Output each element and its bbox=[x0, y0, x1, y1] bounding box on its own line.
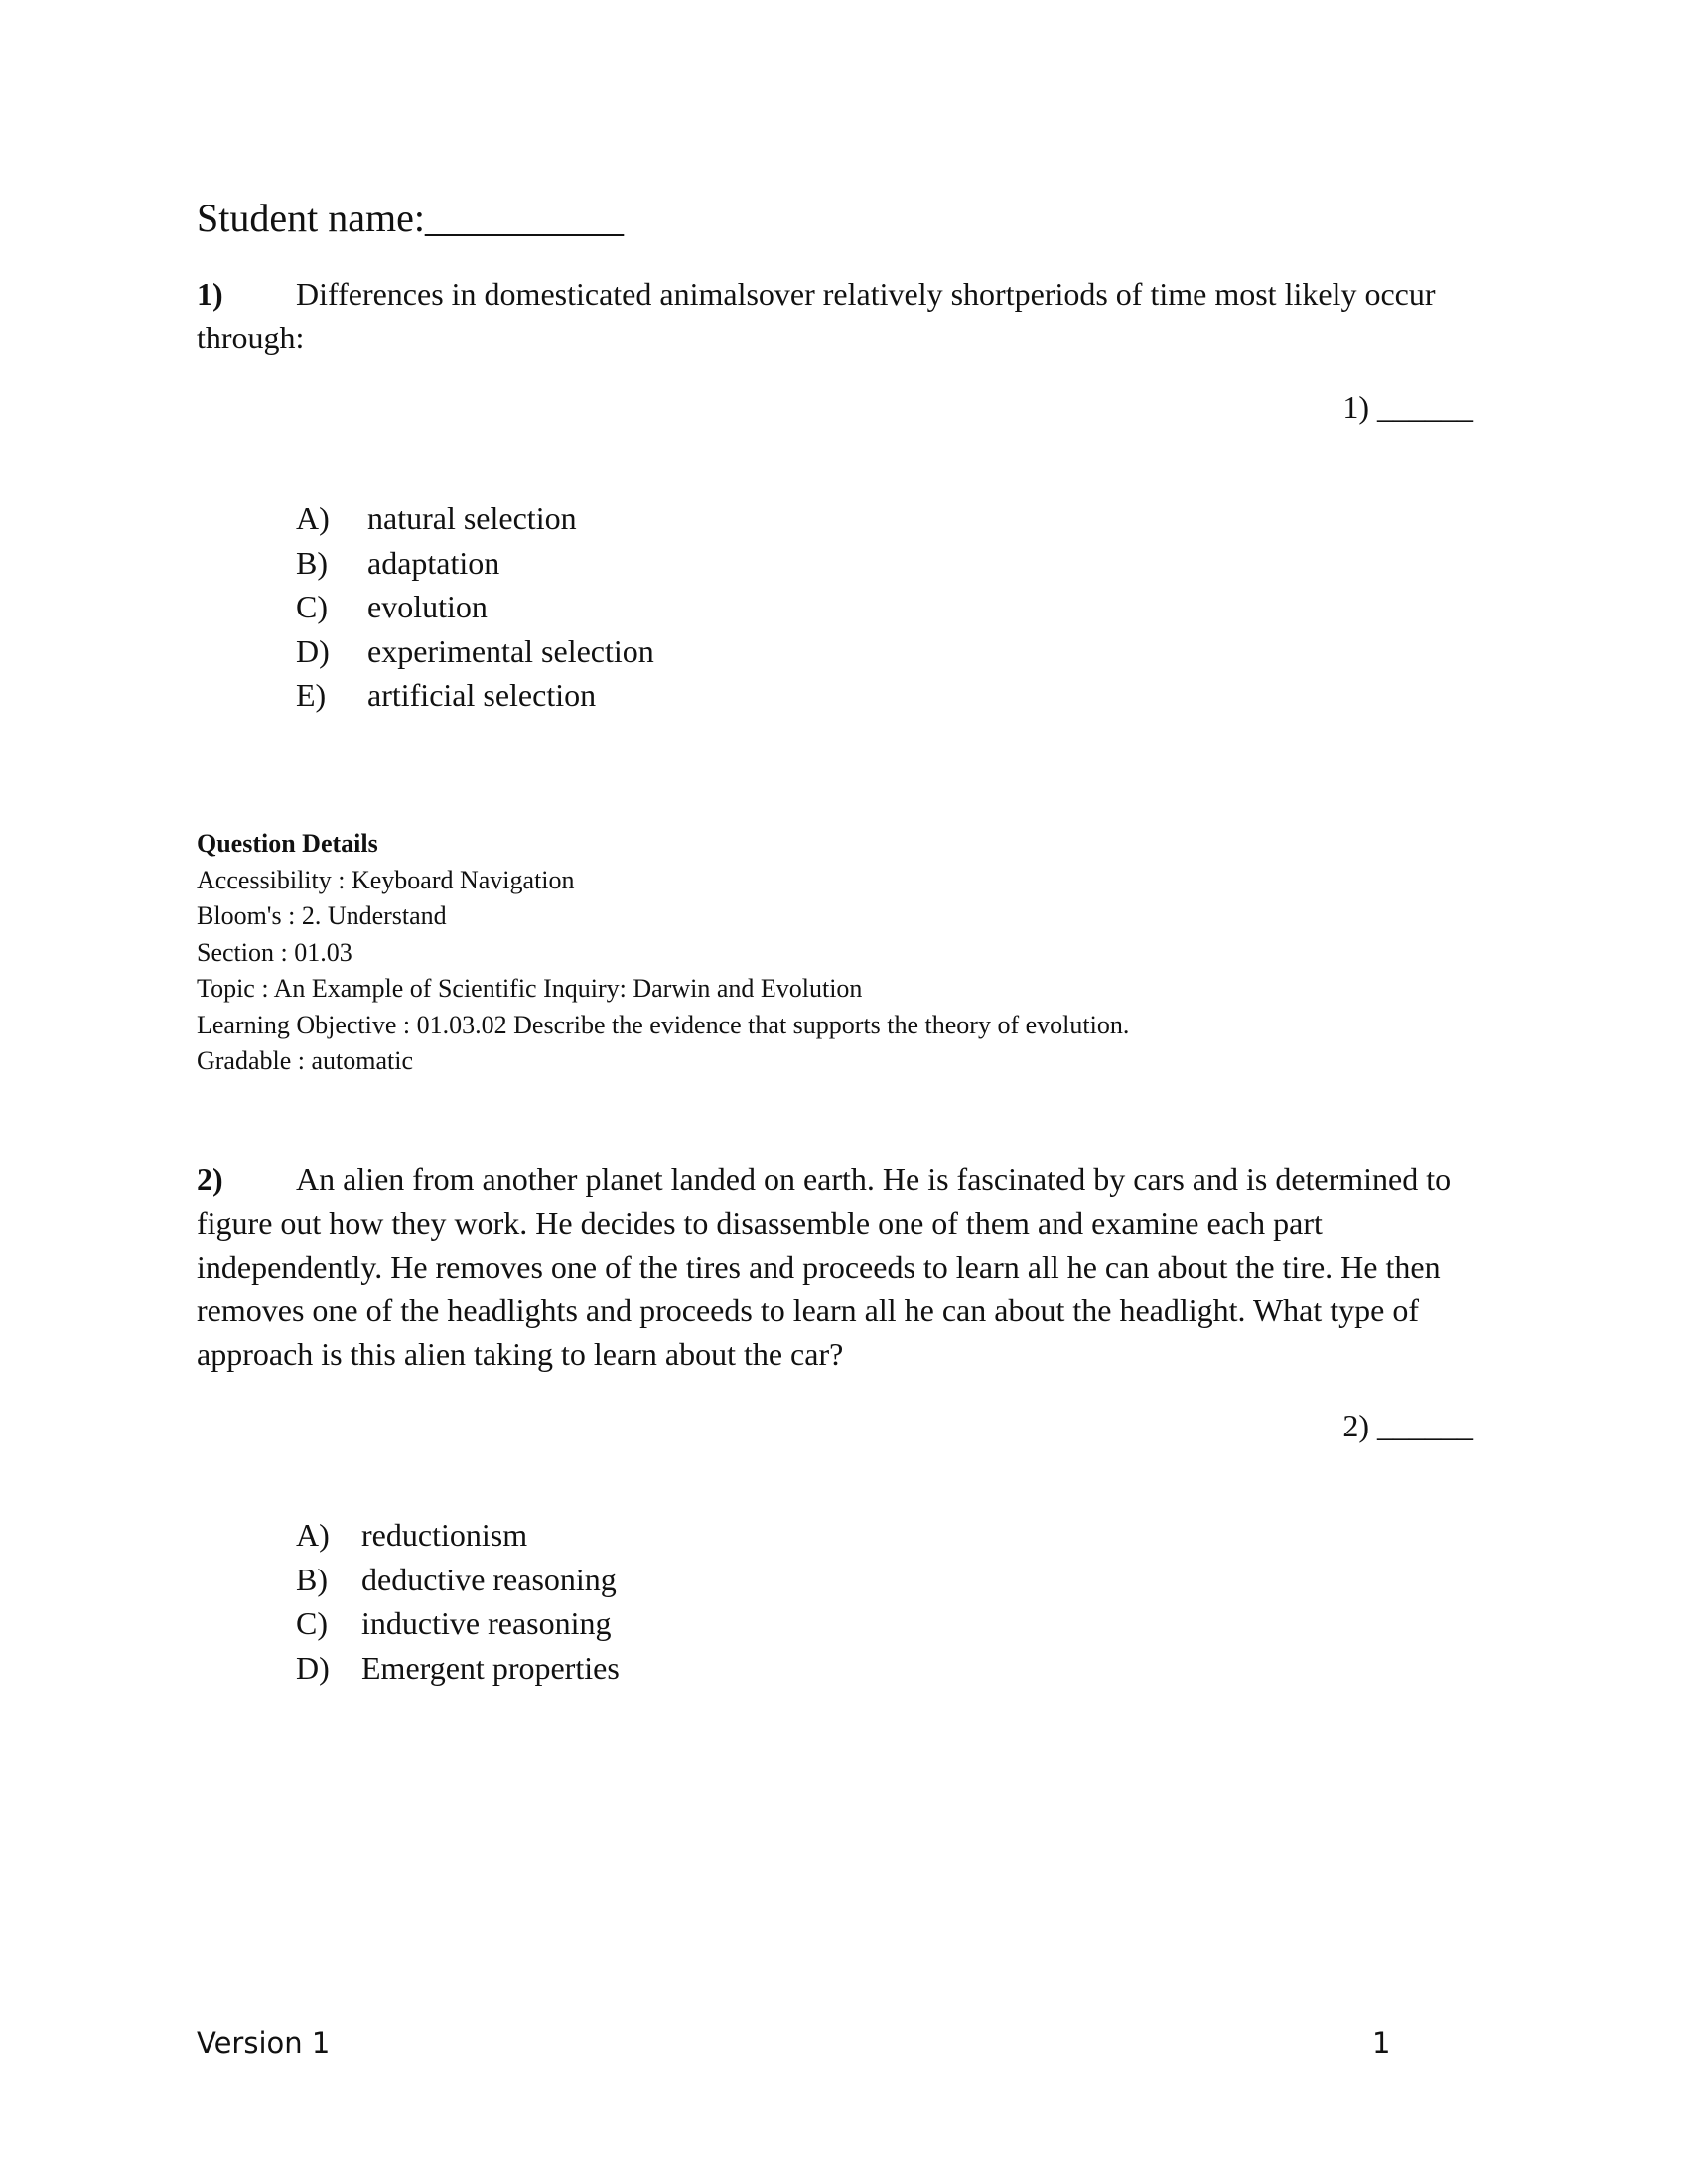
detail-accessibility: Accessibility : Keyboard Navigation bbox=[197, 865, 575, 894]
choice-text: artificial selection bbox=[367, 677, 597, 713]
choice-letter: A) bbox=[296, 1517, 330, 1553]
question-1-choice-c bbox=[296, 585, 654, 629]
question-2-stem bbox=[197, 1158, 1473, 1376]
question-1-choices bbox=[296, 496, 654, 718]
question-1-choice-a bbox=[296, 496, 654, 541]
choice-text: natural selection bbox=[367, 500, 577, 536]
question-1-answer-blank: 1) ______ bbox=[1342, 389, 1473, 425]
choice-text: reductionism bbox=[361, 1517, 528, 1553]
detail-topic: Topic : An Example of Scientific Inquiry: Darwin and Evolution bbox=[197, 974, 863, 1003]
question-2-choice-d bbox=[296, 1646, 620, 1691]
choice-letter: C) bbox=[296, 1605, 328, 1641]
question-1-text: Differences in domesticated animalsover relatively shortperiods of time most likely occur through: bbox=[197, 276, 1436, 355]
student-name-field: Student name:__________ bbox=[197, 196, 624, 240]
choice-text: evolution bbox=[367, 589, 488, 624]
question-1-choice-d bbox=[296, 629, 654, 674]
choice-letter: C) bbox=[296, 589, 328, 624]
choice-text: Emergent properties bbox=[361, 1649, 620, 1686]
question-details bbox=[197, 826, 1129, 1080]
question-1-choice-b bbox=[296, 541, 654, 586]
question-2-text: An alien from another planet landed on earth. He is fascinated by cars and is determined to figure out how they work. He decides to disassemble one of them and examine each part independently. He removes one of the tires and proceeds to learn all he can about the tire. He then removes one of the headlights and proceeds to learn all he can about the headlight. What type of approach is this alien taking to learn about the car? bbox=[197, 1161, 1452, 1372]
choice-letter: B) bbox=[296, 544, 328, 581]
question-details-heading: Question Details bbox=[197, 829, 378, 858]
choice-text: deductive reasoning bbox=[361, 1561, 617, 1597]
question-1-number: 1) bbox=[197, 276, 223, 312]
detail-blooms: Bloom's : 2. Understand bbox=[197, 901, 447, 930]
question-1-stem bbox=[197, 272, 1473, 359]
choice-text: experimental selection bbox=[367, 632, 654, 669]
question-1-choice-e bbox=[296, 673, 654, 718]
question-2-choices bbox=[296, 1513, 620, 1690]
question-2-choice-c bbox=[296, 1601, 620, 1646]
choice-text: adaptation bbox=[367, 544, 500, 581]
choice-letter: D) bbox=[296, 1649, 330, 1686]
detail-gradable: Gradable : automatic bbox=[197, 1046, 414, 1075]
question-2-choice-b bbox=[296, 1558, 620, 1602]
choice-text: inductive reasoning bbox=[361, 1605, 612, 1641]
choice-letter: B) bbox=[296, 1561, 328, 1597]
detail-learning-objective: Learning Objective : 01.03.02 Describe the evidence that supports the theory of evolution. bbox=[197, 1010, 1130, 1039]
question-2-number: 2) bbox=[197, 1161, 223, 1197]
question-2-answer-blank: 2) ______ bbox=[1342, 1408, 1473, 1443]
choice-letter: E) bbox=[296, 677, 327, 713]
choice-letter: D) bbox=[296, 632, 330, 669]
question-2-choice-a bbox=[296, 1513, 620, 1558]
footer-page-number: 1 bbox=[1372, 2026, 1391, 2060]
footer-version: Version 1 bbox=[197, 2026, 331, 2060]
choice-letter: A) bbox=[296, 500, 330, 536]
detail-section: Section : 01.03 bbox=[197, 937, 352, 967]
